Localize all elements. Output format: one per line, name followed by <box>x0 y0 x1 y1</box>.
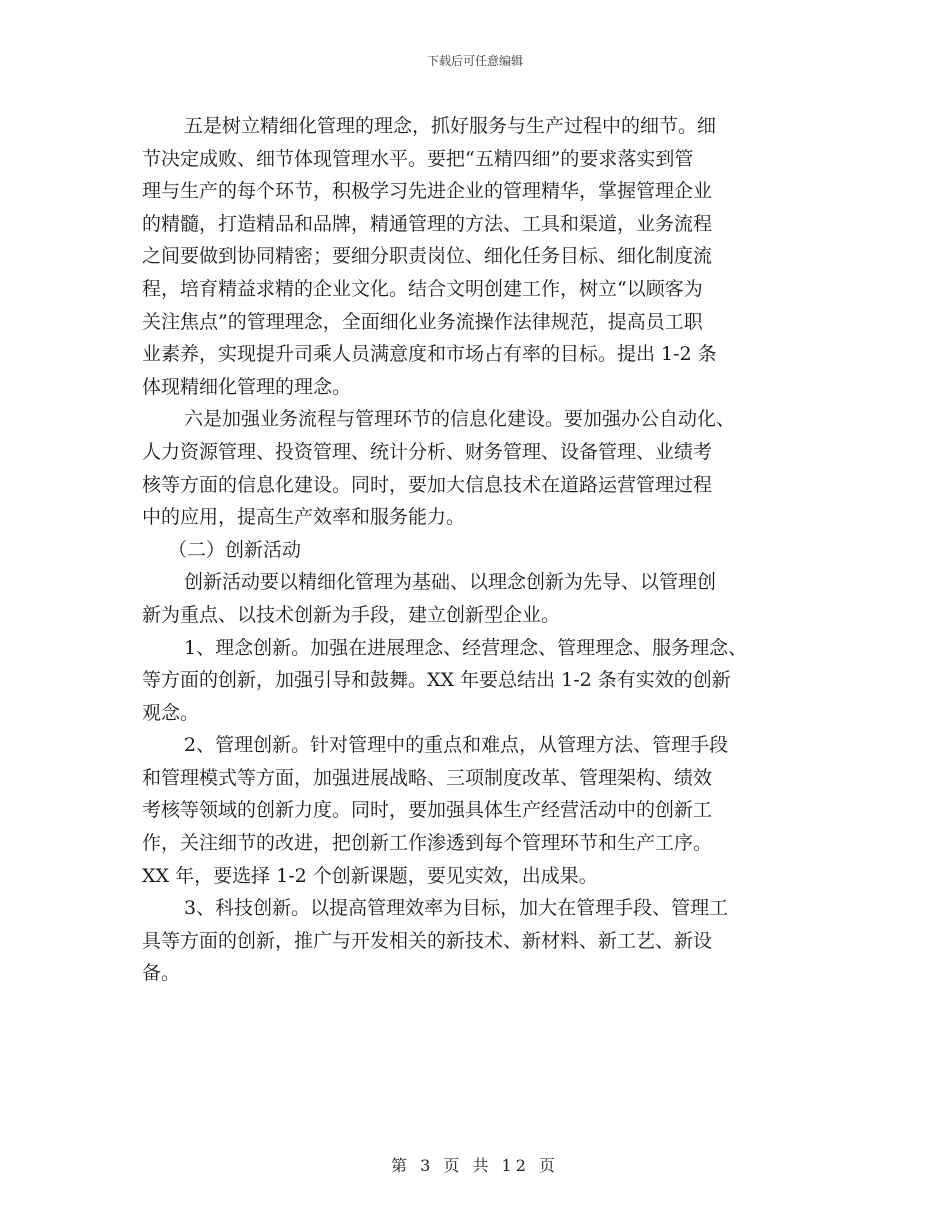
text-line: 关注焦点”的管理理念，全面细化业务流操作法律规范，提高员工职 <box>142 310 703 333</box>
document-body <box>142 110 810 990</box>
text-line: 3、科技创新。以提高管理效率为目标，加大在管理手段、管理工 <box>184 897 729 920</box>
text-line: 和管理模式等方面，加强进展战略、三项制度改革、管理架构、绩效 <box>142 766 713 789</box>
text-line: 等方面的创新，加强引导和鼓舞。XX 年要总结出 1-2 条有实效的创新 <box>142 669 731 692</box>
text-line: 体现精细化管理的理念。 <box>142 375 352 398</box>
text-line: 节决定成败、细节体现管理水平。要把“五精四细”的要求落实到管 <box>142 147 694 170</box>
text-line: 核等方面的信息化建设。同时，要加大信息技术在道路运营管理过程 <box>142 473 713 496</box>
text-line: （二）创新活动 <box>168 538 302 561</box>
text-line: 1、理念创新。加强在进展理念、经营理念、管理理念、服务理念、 <box>184 636 748 659</box>
text-line: 备。 <box>142 962 181 985</box>
text-line: 观念。 <box>142 701 200 724</box>
text-line: 理与生产的每个环节，积极学习先进企业的管理精华，掌握管理企业 <box>142 180 713 203</box>
text-line: 五是树立精细化管理的理念，抓好服务与生产过程中的细节。细 <box>184 115 717 137</box>
text-line: 2、管理创新。针对管理中的重点和难点，从管理方法、管理手段 <box>184 734 729 757</box>
text-line: 的精髓，打造精品和品牌，精通管理的方法、工具和渠道，业务流程 <box>142 212 713 235</box>
text-line: XX 年，要选择 1-2 个创新课题，要见实效，出成果。 <box>142 864 598 887</box>
text-line: 程，培育精益求精的企业文化。结合文明创建工作，树立“以顾客为 <box>142 277 703 300</box>
text-line: 六是加强业务流程与管理环节的信息化建设。要加强办公自动化、 <box>184 408 736 431</box>
text-line: 作，关注细节的改进，把创新工作渗透到每个管理环节和生产工序。 <box>142 832 713 855</box>
text-line: 考核等领域的创新力度。同时，要加强具体生产经营活动中的创新工 <box>142 799 713 822</box>
text-line: 人力资源管理、投资管理、统计分析、财务管理、设备管理、业绩考 <box>142 440 713 463</box>
text-line: 新为重点、以技术创新为手段，建立创新型企业。 <box>142 603 561 626</box>
text-line: 之间要做到协同精密；要细分职责岗位、细化任务目标、细化制度流 <box>142 245 713 268</box>
text-line: 中的应用，提高生产效率和服务能力。 <box>142 506 466 529</box>
text-line: 具等方面的创新，推广与开发相关的新技术、新材料、新工艺、新设 <box>142 929 713 952</box>
text-line: 业素养，实现提升司乘人员满意度和市场占有率的目标。提出 1-2 条 <box>142 343 717 366</box>
page-header: 下载后可任意编辑 <box>426 54 523 68</box>
text-line: 创新活动要以精细化管理为基础、以理念创新为先导、以管理创 <box>184 571 717 594</box>
page-footer: 第 3 页 共 12 页 <box>391 1156 559 1175</box>
